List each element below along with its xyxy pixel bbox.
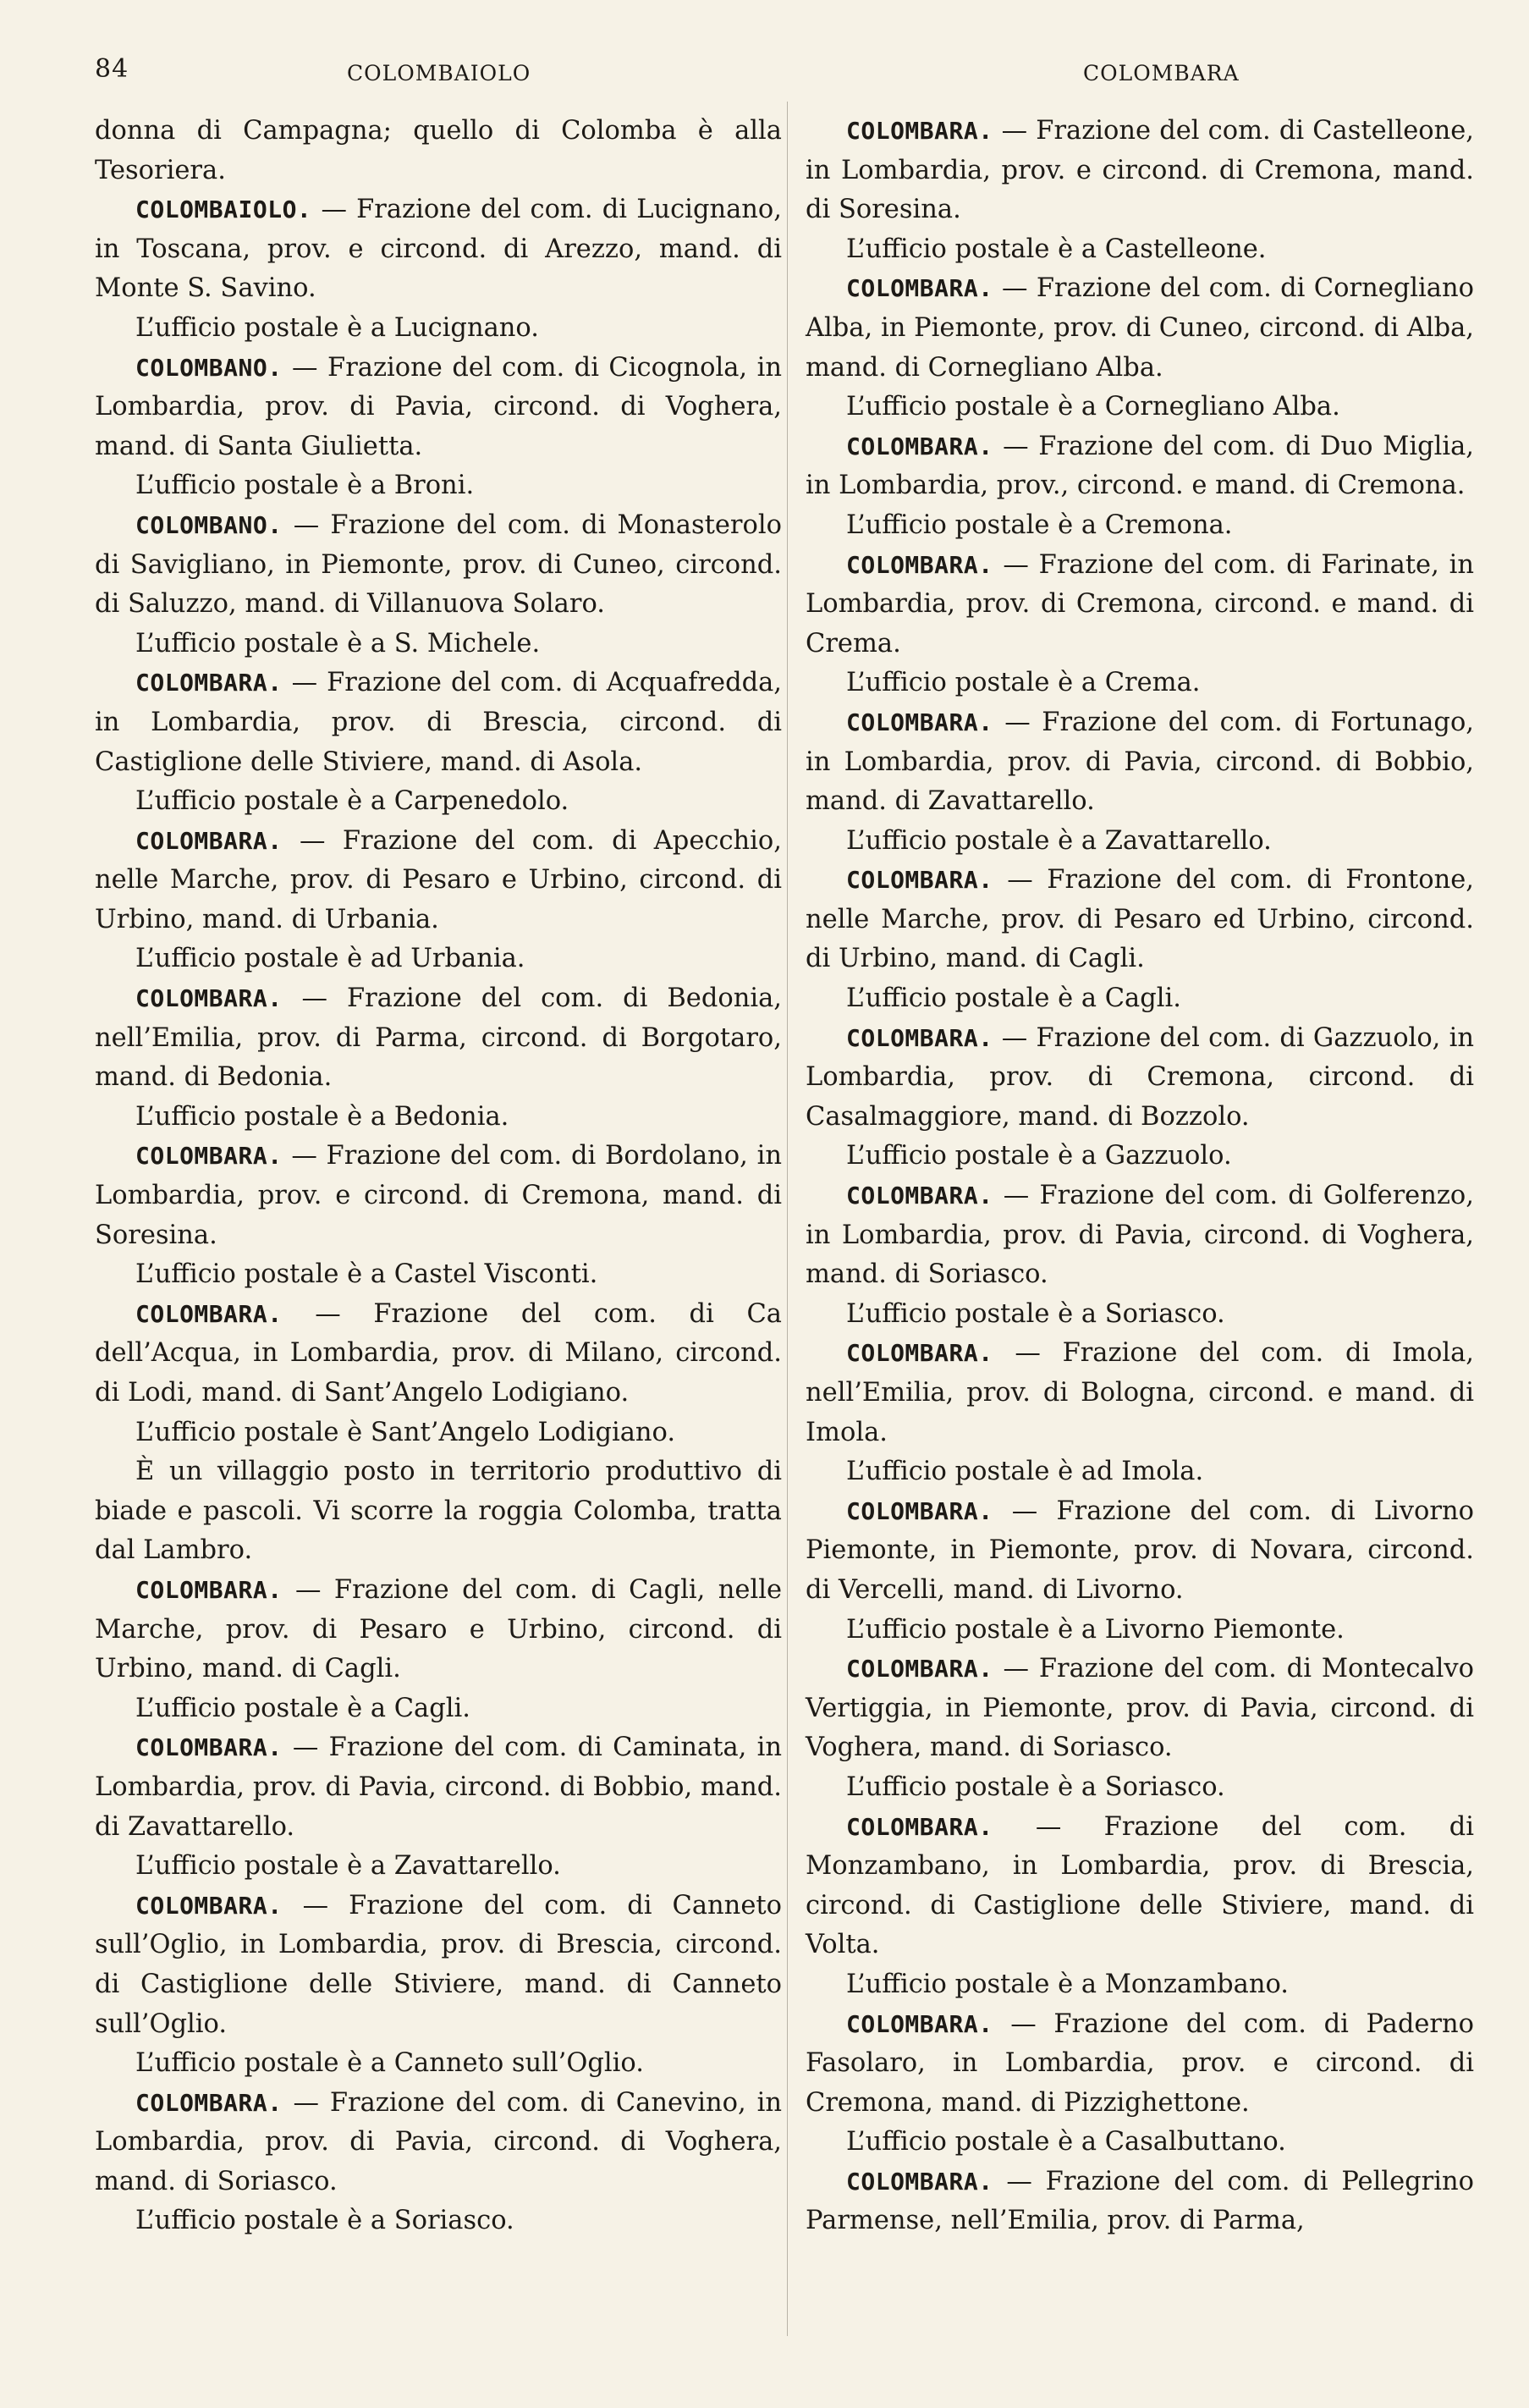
- entry-text: — Frazione del com. di Lucignano, in Toscana, prov. e circond. di Arezzo, mand. di Monte S. Savino.: [95, 195, 782, 304]
- entry-headword: COLOMBARA.: [846, 1339, 993, 1368]
- entry: [806, 2163, 1474, 2241]
- entry-text: — Frazione del com. di Monasterolo di Savigliano, in Piemonte, prov. di Cuneo, circond. di Saluzzo, mand. di Villanuova Solaro.: [95, 510, 782, 620]
- entry: [806, 1492, 1474, 1611]
- entry-text: — Frazione del com. di Bedonia, nell’Emilia, prov. di Parma, circond. di Borgotaro, mand. di Bedonia.: [95, 984, 782, 1093]
- entry-note: [806, 979, 1474, 1019]
- column-divider: [787, 102, 788, 2336]
- entry-note: [806, 2123, 1474, 2163]
- entry-text: — Frazione del com. di Ca dell’Acqua, in Lombardia, prov. di Milano, circond. di Lodi, mand. di Sant’Angelo Lodigiano.: [95, 1298, 782, 1408]
- entry-text: — Frazione del com. di Castelleone, in Lombardia, prov. e circond. di Cremona, mand. di Soresina.: [806, 116, 1474, 225]
- entry: [806, 861, 1474, 979]
- running-head-right: COLOMBARA: [1083, 61, 1240, 85]
- entry-text: È un villaggio posto in territorio produttivo di biade e pascoli. Vi scorre la roggia Colomba, tratta dal Lambro.: [95, 1457, 782, 1566]
- entry-text: L’ufficio postale è a Cornegliano Alba.: [846, 392, 1340, 422]
- entry-headword: COLOMBARA.: [846, 866, 993, 895]
- continued-text: [95, 112, 782, 190]
- entry-text: L’ufficio postale è ad Urbania.: [135, 944, 525, 974]
- entry: [806, 1019, 1474, 1138]
- entry-text: L’ufficio postale è a Bedonia.: [135, 1101, 509, 1132]
- entry-text: — Frazione del com. di Canneto sull’Oglio, in Lombardia, prov. di Brescia, circond. di Castiglione delle Stiviere, mand. di Canneto sull’Oglio.: [95, 1890, 782, 2039]
- entry-text: — Frazione del com. di Cornegliano Alba, in Piemonte, prov. di Cuneo, circond. di Alba, mand. di Cornegliano Alba.: [806, 273, 1474, 383]
- entry-note: [806, 230, 1474, 270]
- entry-headword: COLOMBARA.: [135, 1142, 283, 1171]
- entry-text: L’ufficio postale è a Casalbuttano.: [846, 2127, 1286, 2157]
- entry-headword: COLOMBARA.: [846, 2167, 993, 2196]
- entry: [806, 1808, 1474, 1965]
- entry-note: [95, 625, 782, 664]
- entry-headword: COLOMBARA.: [846, 117, 993, 145]
- entry-headword: COLOMBARA.: [846, 274, 993, 303]
- entry-note: [95, 940, 782, 979]
- entry-text: L’ufficio postale è a Castelleone.: [846, 234, 1267, 264]
- entry-text: — Frazione del com. di Cagli, nelle Marche, prov. di Pesaro e Urbino, circond. di Urbino, mand. di Cagli.: [95, 1574, 782, 1684]
- entry: [95, 979, 782, 1098]
- entry: [806, 1334, 1474, 1452]
- entry: [806, 112, 1474, 230]
- entry-note: [806, 1965, 1474, 2005]
- entry-text: L’ufficio postale è Sant’Angelo Lodigiano.: [135, 1417, 676, 1447]
- entry-text: — Frazione del com. di Acquafredda, in Lombardia, prov. di Brescia, circond. di Castiglione delle Stiviere, mand. di Asola.: [95, 668, 782, 777]
- entry-note: [806, 664, 1474, 703]
- entry-note: [95, 1098, 782, 1138]
- entry-text: L’ufficio postale è a S. Michele.: [135, 628, 541, 658]
- entry-note: [806, 1611, 1474, 1650]
- entry: [95, 1887, 782, 2044]
- entry-headword: COLOMBARA.: [846, 1496, 993, 1525]
- entry-headword: COLOMBARA.: [135, 1733, 283, 1762]
- entry-headword: COLOMBAIOLO.: [135, 196, 312, 224]
- entry-text: — Frazione del com. di Imola, nell’Emilia, prov. di Bologna, circond. e mand. di Imola.: [806, 1338, 1474, 1447]
- entry-headword: COLOMBANO.: [135, 353, 283, 382]
- entry-headword: COLOMBARA.: [135, 1575, 283, 1604]
- entry: [806, 269, 1474, 388]
- entry-text: — Frazione del com. di Pellegrino Parmense, nell’Emilia, prov. di Parma,: [806, 2166, 1474, 2236]
- entry-note: [806, 1452, 1474, 1492]
- entry-headword: COLOMBARA.: [135, 1891, 283, 1920]
- entry-note: [806, 1768, 1474, 1808]
- entry: [806, 427, 1474, 506]
- entry: [95, 664, 782, 782]
- entry-text: L’ufficio postale è a Gazzuolo.: [846, 1141, 1232, 1171]
- entry-text: L’ufficio postale è a Broni.: [135, 471, 475, 501]
- entry-text: — Frazione del com. di Bordolano, in Lombardia, prov. e circond. di Cremona, mand. di Soresina.: [95, 1141, 782, 1250]
- entry-text: L’ufficio postale è a Canneto sull’Oglio.: [135, 2048, 644, 2079]
- entry-headword: COLOMBARA.: [846, 1023, 993, 1052]
- entry-note: [95, 1255, 782, 1295]
- entry-headword: COLOMBARA.: [135, 984, 283, 1013]
- right-column: [806, 112, 1474, 2241]
- entry-headword: COLOMBARA.: [846, 1182, 993, 1210]
- entry: [806, 546, 1474, 664]
- entry-text: — Frazione del com. di Canevino, in Lombardia, prov. di Pavia, circond. di Voghera, mand. di Soriasco.: [95, 2087, 782, 2196]
- entry-text: L’ufficio postale è a Zavattarello.: [135, 1851, 561, 1882]
- entry-note: [95, 2201, 782, 2241]
- entry-text: L’ufficio postale è a Monzambano.: [846, 1969, 1289, 1999]
- entry-text: L’ufficio postale è a Cagli.: [846, 984, 1181, 1014]
- entry-note: [95, 1452, 782, 1571]
- entry-text: L’ufficio postale è ad Imola.: [846, 1457, 1204, 1487]
- entry-headword: COLOMBARA.: [135, 2088, 283, 2117]
- page-number: 84: [95, 54, 129, 84]
- entry-text: — Frazione del com. di Gazzuolo, in Lombardia, prov. di Cremona, circond. di Casalmaggiore, mand. di Bozzolo.: [806, 1022, 1474, 1132]
- entry-headword: COLOMBARA.: [135, 1299, 283, 1328]
- entry-text: L’ufficio postale è a Cagli.: [135, 1693, 470, 1723]
- entry-text: L’ufficio postale è a Cremona.: [846, 510, 1233, 540]
- entry-text: — Frazione del com. di Fortunago, in Lombardia, prov. di Pavia, circond. di Bobbio, mand. di Zavattarello.: [806, 707, 1474, 817]
- entry-headword: COLOMBARA.: [135, 826, 283, 855]
- entry-note: [806, 1295, 1474, 1335]
- entry-note: [95, 1847, 782, 1887]
- entry-text: L’ufficio postale è a Soriasco.: [846, 1772, 1225, 1802]
- entry-text: — Frazione del com. di Farinate, in Lombardia, prov. di Cremona, circond. e mand. di Crema.: [806, 549, 1474, 658]
- entry-text: donna di Campagna; quello di Colomba è alla Tesoriera.: [95, 116, 782, 185]
- entry-text: — Frazione del com. di Frontone, nelle Marche, prov. di Pesaro ed Urbino, circond. di Urbino, mand. di Cagli.: [806, 865, 1474, 974]
- entry-headword: COLOMBARA.: [846, 1812, 993, 1841]
- entry-note: [95, 2044, 782, 2084]
- entry: [95, 822, 782, 940]
- entry-text: — Frazione del com. di Cicognola, in Lombardia, prov. di Pavia, circond. di Voghera, mand. di Santa Giulietta.: [95, 352, 782, 461]
- entry-text: — Frazione del com. di Apecchio, nelle Marche, prov. di Pesaro e Urbino, circond. di Urbino, mand. di Urbania.: [95, 825, 782, 934]
- entry-headword: COLOMBANO.: [135, 510, 283, 539]
- entry-note: [95, 466, 782, 506]
- entry-note: [806, 822, 1474, 862]
- entry-text: L’ufficio postale è a Soriasco.: [846, 1298, 1225, 1329]
- left-column: [95, 112, 782, 2241]
- entry: [806, 703, 1474, 822]
- entry-text: — Frazione del com. di Paderno Fasolaro, in Lombardia, prov. e circond. di Cremona, mand. di Pizzighettone.: [806, 2009, 1474, 2118]
- entry-note: [806, 388, 1474, 427]
- entry-note: [806, 506, 1474, 546]
- entry: [95, 1728, 782, 1847]
- entry-text: L’ufficio postale è a Castel Visconti.: [135, 1259, 598, 1290]
- entry-text: L’ufficio postale è a Soriasco.: [135, 2206, 514, 2236]
- entry-text: L’ufficio postale è a Carpenedolo.: [135, 786, 569, 817]
- entry: [95, 1137, 782, 1255]
- entry-headword: COLOMBARA.: [846, 708, 993, 736]
- entry-text: — Frazione del com. di Duo Miglia, in Lombardia, prov., circond. e mand. di Cremona.: [806, 431, 1474, 501]
- entry-text: L’ufficio postale è a Crema.: [846, 668, 1201, 698]
- entry: [95, 506, 782, 625]
- entry-note: [95, 1689, 782, 1729]
- entry: [95, 349, 782, 467]
- entry: [95, 1571, 782, 1689]
- running-head-left: COLOMBAIOLO: [347, 61, 531, 85]
- entry-text: L’ufficio postale è a Livorno Piemonte.: [846, 1614, 1345, 1645]
- entry-text: — Frazione del com. di Livorno Piemonte, in Piemonte, prov. di Novara, circond. di Vercelli, mand. di Livorno.: [806, 1496, 1474, 1605]
- entry-text: — Frazione del com. di Monzambano, in Lombardia, prov. di Brescia, circond. di Castiglione delle Stiviere, mand. di Volta.: [806, 1811, 1474, 1960]
- entry: [806, 2005, 1474, 2124]
- entry: [806, 1176, 1474, 1295]
- entry-headword: COLOMBARA.: [846, 550, 993, 579]
- entry-headword: COLOMBARA.: [135, 669, 283, 697]
- entry-text: L’ufficio postale è a Lucignano.: [135, 312, 539, 343]
- entry-text: — Frazione del com. di Caminata, in Lombardia, prov. di Pavia, circond. di Bobbio, mand. di Zavattarello.: [95, 1733, 782, 1842]
- entry-note: [95, 1413, 782, 1453]
- entry: [806, 1650, 1474, 1768]
- entry: [95, 2084, 782, 2202]
- entry-text: L’ufficio postale è a Zavattarello.: [846, 825, 1272, 856]
- entry: [95, 1295, 782, 1413]
- entry-headword: COLOMBARA.: [846, 432, 993, 460]
- entry-note: [806, 1137, 1474, 1176]
- entry-headword: COLOMBARA.: [846, 2009, 993, 2038]
- entry-note: [95, 782, 782, 822]
- entry-text: — Frazione del com. di Golferenzo, in Lombardia, prov. di Pavia, circond. di Voghera, mand. di Soriasco.: [806, 1181, 1474, 1290]
- entry: [95, 190, 782, 309]
- entry-headword: COLOMBARA.: [846, 1655, 993, 1683]
- entry-text: — Frazione del com. di Montecalvo Vertiggia, in Piemonte, prov. di Pavia, circond. di Voghera, mand. di Soriasco.: [806, 1654, 1474, 1763]
- entry-note: [95, 309, 782, 349]
